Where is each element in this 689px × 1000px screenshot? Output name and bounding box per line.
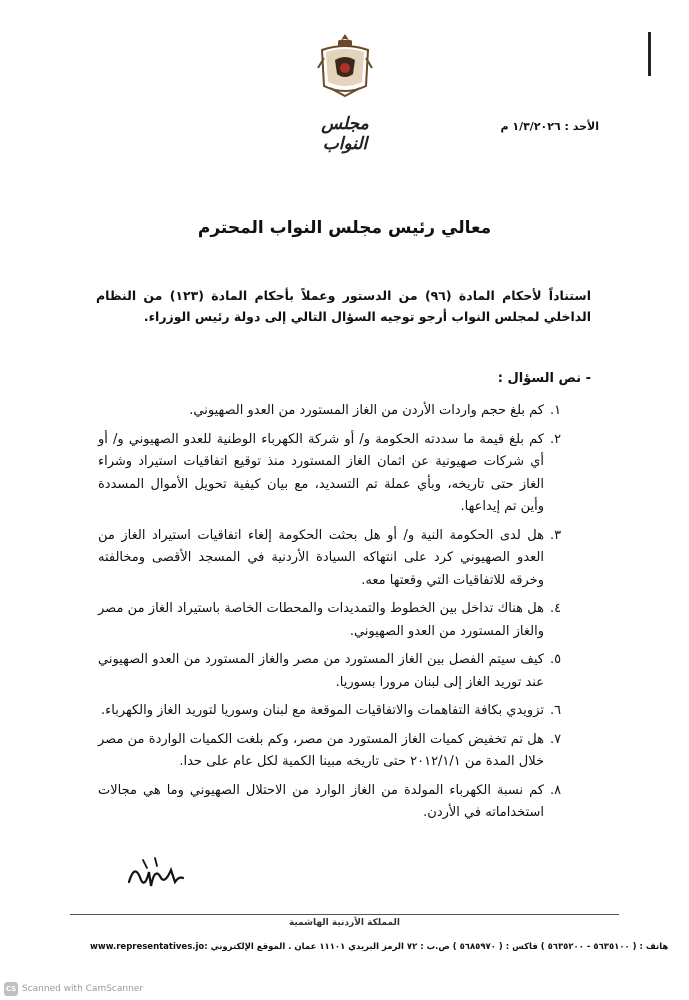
question-item [98, 598, 574, 643]
question-item [98, 429, 574, 519]
camscanner-icon: CS [4, 982, 18, 996]
question-number: ٧. [550, 731, 562, 747]
signature-icon [125, 852, 185, 892]
question-list [98, 400, 574, 831]
scan-edge-mark [648, 32, 651, 76]
question-number: ٦. [550, 703, 562, 718]
question-text: هل تم تخفيض كميات الغاز المستورد من مصر، وكم بلغت الكميات الواردة من مصر خلال المدة من ٢٠١٢/١/١ حتى تاريخه مبينا الكمية لكل عام على حدا. [98, 731, 544, 769]
question-text: كم بلغ حجم واردات الأردن من الغاز المستورد من العدو الصهيوني. [189, 403, 544, 418]
royal-emblem-icon [316, 30, 374, 100]
question-number: ٥. [550, 652, 562, 667]
question-text: كم بلغ قيمة ما سددته الحكومة و/ أو شركة الكهرباء الوطنية للعدو الصهيوني و/ أو أي شركات صهيونية عن اثمان الغاز المستورد منذ توقيع اتفاقيات استيراد وشراء الغاز حتى تاريخه، وبأي عملة تم التسديد، مع بيان كيفية تحويل الأموال المسددة وأين تم إيداعها. [98, 431, 544, 514]
question-label: - نص السؤال : [497, 371, 591, 386]
question-number: ٨. [550, 782, 562, 798]
question-item [98, 729, 574, 774]
question-item [98, 780, 574, 825]
intro-paragraph: استناداً لأحكام المادة (٩٦) من الدستور وعملاً بأحكام المادة (١٢٣) من النظام الداخلي لمجلس النواب أرجو توجيه السؤال التالي إلى دولة رئيس الوزراء. [96, 288, 591, 324]
question-text: كم نسبة الكهرباء المولدة من الغاز الوارد من الاحتلال الصهيوني وما هي مجالات استخداماته في الأردن. [98, 782, 544, 820]
question-item [98, 400, 574, 423]
footer-divider [70, 914, 619, 915]
question-text: هل لدى الحكومة النية و/ أو هل بحثت الحكومة إلغاء اتفاقيات استيراد الغاز من العدو الصهيوني كرد على انتهاكه السيادة الأردنية في المسجد الأقصى ومخالفته وخرقه للاتفاقيات التي وقعتها معه. [98, 527, 544, 588]
question-item [98, 525, 574, 593]
question-item [98, 649, 574, 694]
addressee-heading: معالي رئيس مجلس النواب المحترم [197, 218, 492, 238]
footer-org: المملكة الأردنية الهاشمية [288, 918, 401, 928]
question-number: ٤. [550, 601, 562, 616]
question-item [98, 700, 574, 723]
watermark-text: Scanned with CamScanner [22, 984, 144, 994]
question-number: ٢. [550, 431, 562, 447]
question-text: تزويدي بكافة التفاهمات والاتفاقيات الموقعة مع لبنان وسوريا لتوريد الغاز والكهرباء. [101, 703, 544, 718]
logo-text: مجلس النواب [321, 114, 369, 154]
footer-website: www.representatives.jo [90, 942, 205, 952]
footer-contact-text: هاتف : ( ٥٦٣٥١٠٠ - ٥٦٣٥٢٠٠ ) فاكس : ( ٥٦٨٥٩٧٠ ) ص.ب : ٧٢ الرمز البريدي ١١١٠١ عمان . الموقع الإلكتروني : [204, 942, 669, 952]
question-text: كيف سيتم الفصل بين الغاز المستورد من مصر والغاز المستورد من العدو الصهيوني عند توريد الغاز إلى لبنان مرورا بسوريا. [98, 652, 544, 690]
question-number: ٣. [550, 527, 562, 543]
date-line: الأحد : ١/٣/٢٠٢٦ م [500, 120, 599, 133]
question-number: ١. [550, 403, 562, 418]
question-text: هل هناك تداخل بين الخطوط والتمديدات والمحطات الخاصة باستيراد الغاز من مصر والغاز المستورد من العدو الصهيوني. [98, 601, 544, 639]
scanner-watermark [4, 982, 143, 996]
footer-contact [90, 942, 669, 952]
